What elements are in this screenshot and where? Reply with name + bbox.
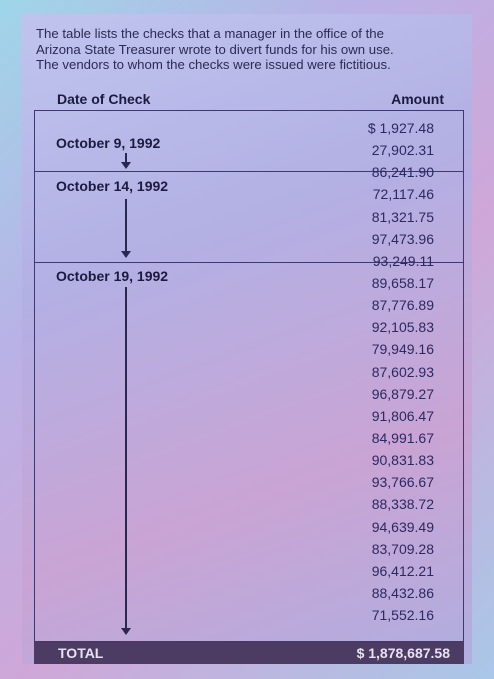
amount-cell: 91,806.47 [371, 407, 434, 424]
down-arrow-icon [125, 199, 127, 252]
amount-cell: 97,473.96 [371, 230, 434, 247]
total-label: TOTAL [58, 645, 104, 661]
amount-cell: 90,831.83 [371, 452, 434, 469]
group-date-oct-19: October 19, 1992 [56, 268, 169, 284]
amount-cell: 96,879.27 [371, 385, 434, 402]
intro-line-3: The vendors to whom the checks were issued were fictitious. [36, 57, 391, 72]
amount-list [368, 118, 434, 627]
amount-cell: 87,776.89 [371, 297, 434, 314]
amount-cell: $ 1,927.48 [367, 120, 434, 136]
amount-cell: 72,117.46 [372, 186, 434, 203]
amount-cell: 93,249.11 [372, 252, 434, 269]
group-date-oct-14: October 14, 1992 [56, 178, 169, 194]
amount-cell: 81,321.75 [371, 208, 434, 225]
amount-cell: 92,105.83 [371, 319, 434, 336]
amount-cell: 88,432.86 [371, 584, 434, 601]
amount-cell: 71,552.16 [371, 607, 434, 624]
amount-cell: 93,766.67 [371, 474, 434, 491]
amount-cell: 86,241.90 [371, 164, 434, 181]
amount-cell: 94,639.49 [371, 518, 434, 535]
total-row [34, 642, 464, 664]
amount-cell: 96,412.21 [371, 562, 434, 579]
amount-cell: 84,991.67 [371, 429, 434, 446]
intro-line-2: Arizona State Treasurer wrote to divert funds for his own use. [36, 41, 394, 57]
group-date-oct-9: October 9, 1992 [56, 135, 161, 151]
amount-cell: 79,949.16 [371, 341, 434, 358]
column-header-date: Date of Check [57, 91, 151, 107]
amount-cell: 83,709.28 [371, 540, 434, 557]
down-arrow-icon [125, 287, 127, 629]
amount-cell: 88,338.72 [371, 496, 434, 513]
amount-cell: 27,902.31 [371, 142, 434, 159]
intro-text [36, 26, 466, 73]
down-arrow-icon [125, 153, 127, 163]
amount-cell: 87,602.93 [371, 363, 434, 380]
check-table-card [22, 14, 472, 664]
total-value: $ 1,878,687.58 [356, 645, 450, 661]
column-header-amount: Amount [391, 91, 444, 107]
intro-line-1: The table lists the checks that a manager in the office of the [36, 26, 384, 41]
amount-cell: 89,658.17 [371, 274, 434, 291]
